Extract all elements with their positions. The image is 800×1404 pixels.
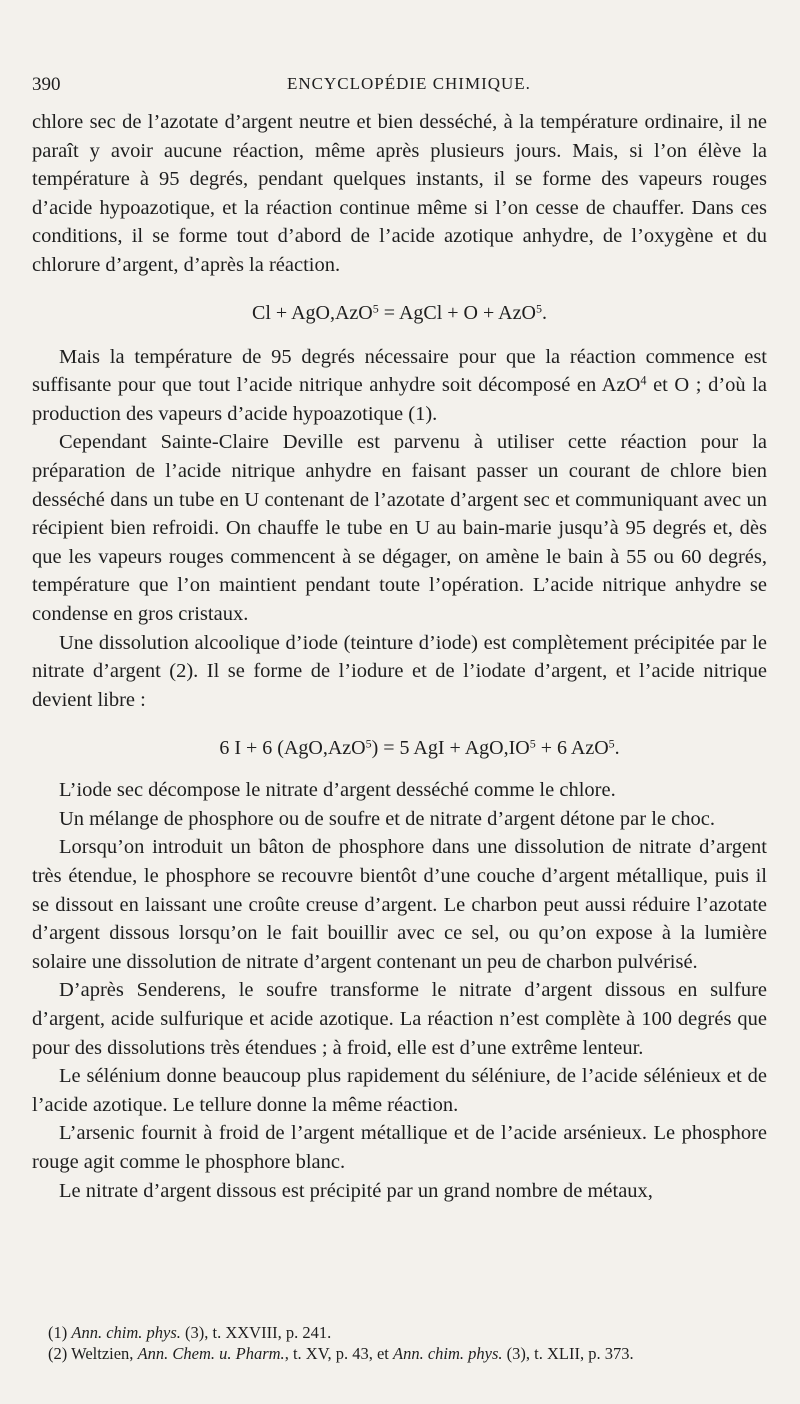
- page-number: 390: [32, 74, 61, 95]
- paragraph-9: Le sélénium donne beaucoup plus rapidement du séléniure, de l’acide sélénieux et de l’acide azotique. Le tellure donne la même réaction.: [32, 1065, 767, 1116]
- paragraph-11: Le nitrate d’argent dissous est précipité par un grand nombre de métaux,: [59, 1179, 653, 1202]
- paragraph-5: L’iode sec décompose le nitrate d’argent desséché comme le chlore.: [59, 779, 616, 802]
- paragraph-1: chlore sec de l’azotate d’argent neutre et bien desséché, à la température ordinaire, il ne paraît y avoir aucune réaction, même après plusieurs jours. Mais, si l’on élève la température à 95 degrés, pendant quelques instants, il se forme des vapeurs rouges d’acide hypoazotique, et la réaction continue même si l’on cesse de chauffer. Dans ces conditions, il se forme tout d’abord de l’acide azotique anhydre, de l’oxygène et du chlorure d’argent, d’après la réaction.: [32, 111, 767, 276]
- page-header: [32, 74, 772, 100]
- paragraph-8: D’après Senderens, le soufre transforme le nitrate d’argent dissous en sulfure d’argent, acide sulfurique et acide azotique. La réaction n’est complète à 100 degrés que pour des dissolutions très étendues ; à froid, elle est d’une extrême lenteur.: [32, 979, 767, 1059]
- footnotes: [48, 1322, 768, 1364]
- footnote-1: (1) Ann. chim. phys. (3), t. XXVIII, p. 241.: [48, 1323, 332, 1342]
- paragraph-2: Mais la température de 95 degrés nécessaire pour que la réaction commence est suffisante pour que tout l’acide nitrique anhydre soit décomposé en AzO$^4$ et O ; d’où la production des vapeurs d’acide hypoazotique (1).: [32, 345, 767, 425]
- equation-2: 6 I + 6 (AgO,AzO$^5$) = 5 AgI + $AgO,IO^5 + 6$ AzO$^5$.: [219, 736, 620, 760]
- paragraph-6: Un mélange de phosphore ou de soufre et de nitrate d’argent détone par le choc.: [59, 807, 715, 830]
- page-body: [32, 108, 767, 1205]
- paragraph-3: Cependant Sainte-Claire Deville est parvenu à utiliser cette réaction pour la préparation de l’acide nitrique anhydre en faisant passer un courant de chlore bien desséché dans un tube en U contenant de l’azotate d’argent sec et communiquant avec un récipient bien refroidi. On chauffe le tube en U au bain-marie jusqu’à 95 degrés et, dès que les vapeurs rouges commencent à se dégager, on amène le bain à 55 ou 60 degrés, température que l’on maintient pendant toute l’opération. L’acide nitrique anhydre se condense en gros cristaux.: [32, 431, 767, 625]
- paragraph-7: Lorsqu’on introduit un bâton de phosphore dans une dissolution de nitrate d’argent très étendue, le phosphore se recouvre bientôt d’une couche d’argent métallique, puis il se dissout en laissant une croûte creuse d’argent. Le charbon peut aussi réduire l’azotate d’argent dissous lorsqu’on le fait bouillir avec ce sel, ou qu’on expose à la lumière solaire une dissolution de nitrate d’argent contenant un peu de charbon pulvérisé.: [32, 836, 767, 973]
- equation-1: Cl + AgO,AzO$^5$ = AgCl + O + AzO$^5$.: [252, 300, 547, 324]
- running-title: ENCYCLOPÉDIE CHIMIQUE.: [287, 74, 531, 93]
- paragraph-4: Une dissolution alcoolique d’iode (teinture d’iode) est complètement précipitée par le nitrate d’argent (2). Il se forme de l’iodure et de l’iodate d’argent, et l’acide nitrique devient libre :: [32, 631, 767, 711]
- footnote-2: (2) Weltzien, Ann. Chem. u. Pharm., t. XV, p. 43, et Ann. chim. phys. (3), t. XLII, p. 373.: [48, 1344, 634, 1363]
- paragraph-10: L’arsenic fournit à froid de l’argent métallique et de l’acide arsénieux. Le phosphore rouge agit comme le phosphore blanc.: [32, 1122, 767, 1173]
